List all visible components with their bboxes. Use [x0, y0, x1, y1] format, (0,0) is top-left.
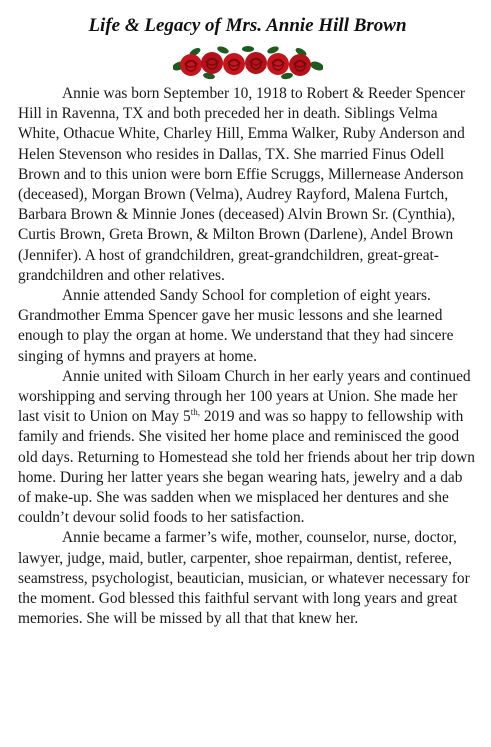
- church-text-end: 2019 and was so happy to fellowship with family and friends. She visited her home place and reminisced the good old days. Returning to Homestead she told her friends about her trip down home. During her latter years she began wearing hats, jewelry and a dab of make-up. She was sadden when we misplaced her dentures and she couldn’t devour solid foods to her satisfaction.: [18, 408, 475, 527]
- paragraph-roles: Annie became a farmer’s wife, mother, counselor, nurse, doctor, lawyer, judge, maid, butler, carpenter, shoe repairman, dentist, referee, seamstress, psychologist, beautician, musician, or whatever necessary for the moment. God blessed this faithful servant with long years and great memories. She will be missed by all that that knew her.: [18, 529, 470, 628]
- rose-garland-icon: [173, 44, 323, 80]
- date-superscript: th,: [190, 407, 200, 418]
- page-title: Life & Legacy of Mrs. Annie Hill Brown: [88, 15, 407, 36]
- paragraph-family: Annie was born September 10, 1918 to Robert & Reeder Spencer Hill in Ravenna, TX and both preceded her in death. Siblings Velma White, Othacue White, Charley Hill, Emma Walker, Ruby Anderson and Helen Stevenson who resides in Dallas, TX. She married Finus Odell Brown and to this union were born Effie Scruggs, Millernease Anderson (deceased), Morgan Brown (Velma), Audrey Rayford, Malena Furtch, Barbara Brown & Minnie Jones (deceased) Alvin Brown Sr. (Cynthia), Curtis Brown, Greta Brown, & Milton Brown (Darlene), Andel Brown (Jennifer). A host of grandchildren, great-grandchildren, great-great-grandchildren and other relatives.: [18, 85, 466, 284]
- paragraph-school: Annie attended Sandy School for completion of eight years. Grandmother Emma Spencer gave her music lessons and she learned enough to play the organ at home. We understand that they had sincere singing of hymns and prayers at home.: [18, 287, 454, 365]
- paragraph-church: [18, 367, 477, 529]
- church-text-start: Annie united with Siloam Church in her early years and continued worshipping and serving through her 100 years at Union. She made her last visit to Union on May 5: [18, 367, 471, 426]
